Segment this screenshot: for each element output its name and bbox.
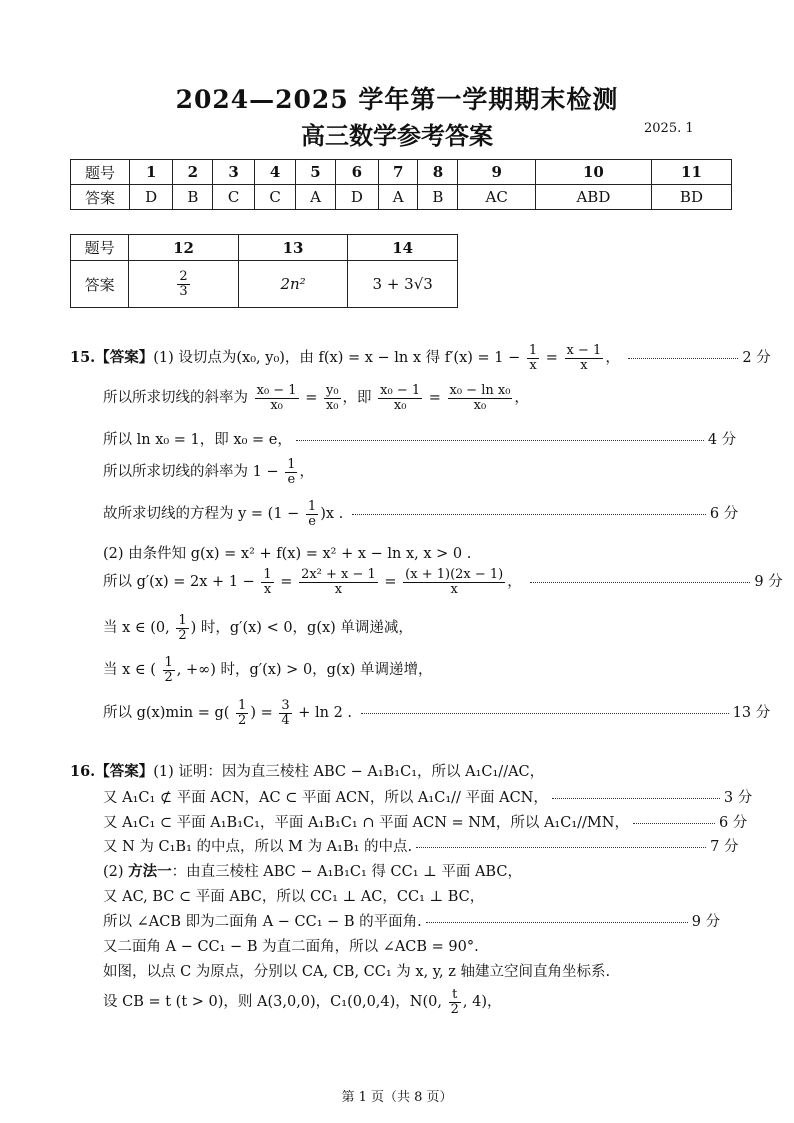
q15-line-6: (2) 由条件知 g(x) = x² + f(x) = x² + x − ln x, x > 0 . <box>103 546 472 562</box>
page-footer: 第 1 页（共 8 页） <box>341 1090 453 1105</box>
q16-line-8: 又二面角 A − CC₁ − B 为直二面角，所以 ∠ACB = 90°. <box>103 939 479 955</box>
table-cell: 14 <box>348 235 458 261</box>
table-cell <box>129 261 239 308</box>
row-label: 答案 <box>71 261 129 308</box>
table-cell: BD <box>651 185 731 210</box>
table-cell: 8 <box>418 160 458 185</box>
q16-line-6: 又 AC, BC ⊂ 平面 ABC，所以 CC₁ ⊥ AC，CC₁ ⊥ BC， <box>103 889 485 905</box>
q16-line-10: 设 CB = t (t > 0)，则 A(3,0,0)，C₁(0,0,4)，N(0, $\frac{t}{2}$ , 4)， <box>103 987 502 1017</box>
table-cell: 6 <box>335 160 378 185</box>
table-cell: D <box>335 185 378 210</box>
table-cell: A <box>296 185 335 210</box>
table-cell: A <box>379 185 418 210</box>
row-label: 答案 <box>71 185 130 210</box>
score: 2 分 <box>742 350 771 367</box>
table-cell: 12 <box>129 235 239 261</box>
table-cell: 3 <box>213 160 255 185</box>
table-cell: 4 <box>254 160 296 185</box>
table-cell: C <box>213 185 255 210</box>
table-cell: B <box>418 185 458 210</box>
answer-table-1 <box>70 159 732 210</box>
table-cell: 11 <box>651 160 731 185</box>
table-cell: 5 <box>296 160 335 185</box>
q15-line-2: 所以所求切线的斜率为 $\frac{\text{x₀ − 1}}{\text{x₀}}$ = $\frac{\text{y₀}}{\text{x₀}}$ ，即 $\frac{\text{x₀ − 1}}{\text{x₀}}$ = $\frac{\text{x₀ − ln x₀}}{\text{x₀}}$ ， <box>103 383 529 413</box>
q16-line-5: (2) 方法一：由直三棱柱 ABC − A₁B₁C₁ 得 CC₁ ⊥ 平面 ABC， <box>103 863 522 880</box>
table-cell: AC <box>458 185 536 210</box>
table-cell: C <box>254 185 296 210</box>
table-cell: 9 <box>458 160 536 185</box>
row-label: 题号 <box>71 235 129 261</box>
q15-line-5: 故所求切线的方程为 y = (1 − $\frac{1}{e}$ )x . 6 分 <box>103 499 739 529</box>
q15-line-1: 15.【答案】(1) 设切点为(x₀, y₀)，由 f(x) = x − ln x 得 f′(x) = 1 − $\frac{1}{x}$ = $\frac{x - 1}{x}$ ， 2 分 <box>70 343 771 373</box>
table-cell: 13 <box>238 235 348 261</box>
table-cell: 1 <box>130 160 173 185</box>
q16-line-1: 16.【答案】(1) 证明：因为直三棱柱 ABC − A₁B₁C₁，所以 A₁C₁//AC， <box>70 763 545 780</box>
table-cell: ABD <box>535 185 651 210</box>
row-label: 题号 <box>71 160 130 185</box>
q15-line-8: 当 x ∈ (0, $\frac{1}{2}$ ) 时，g′(x) < 0，g(x) 单调递减， <box>103 613 413 643</box>
date-label: 2025. 1 <box>644 121 694 136</box>
table-row-numbers <box>71 160 732 185</box>
table-row-numbers <box>71 235 458 261</box>
q15-line-10: 所以 g(x)min = g( $\frac{1}{2}$ ) = $\frac{3}{4}$ + ln 2 . 13 分 <box>103 698 771 728</box>
table-cell: 7 <box>379 160 418 185</box>
q15-line-3: 所以 ln x₀ = 1，即 x₀ = e， 4 分 <box>103 432 737 448</box>
table-row-answers <box>71 185 732 210</box>
table-cell: 3 + 3√3 <box>348 261 458 308</box>
q15-line-4: 所以所求切线的斜率为 1 − $\frac{1}{e}$ ， <box>103 457 314 487</box>
fraction: $\frac{2}{3}$ <box>179 268 188 299</box>
answer-table-2 <box>70 234 458 308</box>
q16-line-3: 又 A₁C₁ ⊂ 平面 A₁B₁C₁，平面 A₁B₁C₁ ∩ 平面 ACN = NM，所以 A₁C₁//MN， 6 分 <box>103 815 748 831</box>
page-subtitle: 高三数学参考答案 <box>301 122 493 150</box>
table-row-answers <box>71 261 458 308</box>
table-cell: 10 <box>535 160 651 185</box>
table-cell: B <box>173 185 213 210</box>
table-cell: D <box>130 185 173 210</box>
table-cell: 2 <box>173 160 213 185</box>
q16-line-7: 所以 ∠ACB 即为二面角 A − CC₁ − B 的平面角. 9 分 <box>103 914 721 930</box>
q15-line-9: 当 x ∈ ( $\frac{1}{2}$ , +∞) 时，g′(x) > 0，g(x) 单调递增， <box>103 655 433 685</box>
q15-line-7: 所以 g′(x) = 2x + 1 − $\frac{1}{x}$ = $\frac{\text{2x² + x − 1}}{x}$ = $\frac{(x + 1)(2x - 1)}{x}$ ， 9 分 <box>103 567 783 597</box>
table-cell: 2n² <box>238 261 348 308</box>
q16-line-4: 又 N 为 C₁B₁ 的中点，所以 M 为 A₁B₁ 的中点. 7 分 <box>103 839 739 855</box>
q16-line-2: 又 A₁C₁ ⊄ 平面 ACN，AC ⊂ 平面 ACN，所以 A₁C₁// 平面 ACN， 3 分 <box>103 790 753 806</box>
page-title: 2024—2025 学年第一学期期末检测 <box>175 85 619 114</box>
q16-line-9: 如图，以点 C 为原点，分别以 CA, CB, CC₁ 为 x, y, z 轴建立空间直角坐标系. <box>103 964 611 980</box>
